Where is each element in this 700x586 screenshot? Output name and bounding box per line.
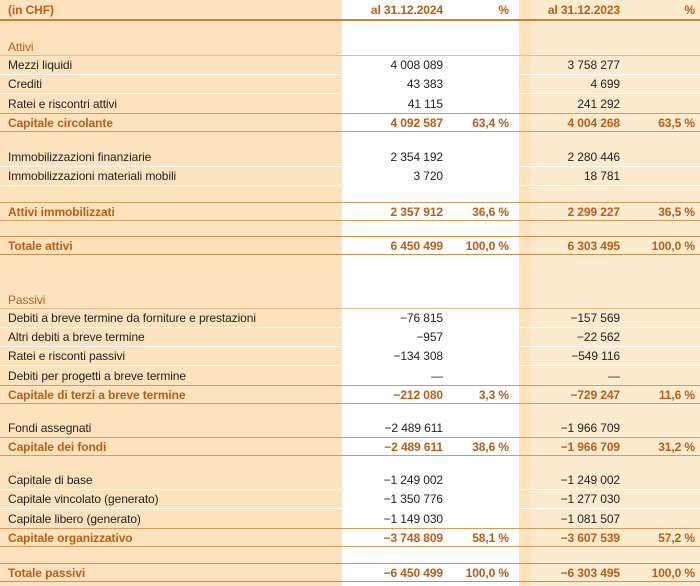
pct-2023: 100,0 %	[651, 238, 695, 253]
row-label: Capitale libero (generato)	[8, 511, 141, 526]
pct-2024: 58,1 %	[472, 530, 509, 545]
row-label: Immobilizzazioni materiali mobili	[8, 169, 177, 183]
value-2024: −134 308	[393, 349, 443, 363]
spacer	[0, 404, 700, 418]
row-label: Immobilizzazioni finanziarie	[8, 150, 152, 164]
value-2024: −1 350 776	[383, 492, 443, 506]
value-2024: 2 354 192	[390, 150, 443, 164]
pct-2023: 31,2 %	[658, 439, 695, 454]
subtotal-row-capitale-circolante	[0, 113, 700, 132]
table-row	[0, 347, 700, 366]
row-label: Totale attivi	[8, 238, 73, 253]
section-label: Attivi	[8, 39, 34, 54]
row-label: Debiti a breve termine da forniture e prestazioni	[8, 311, 256, 325]
table-row	[0, 94, 700, 113]
row-label: Ratei e riscontri attivi	[8, 96, 117, 111]
table-row	[0, 75, 700, 94]
value-2023: −1 277 030	[560, 492, 620, 506]
spacer	[0, 221, 700, 236]
spacer	[0, 186, 700, 202]
value-2024: −212 080	[393, 387, 443, 402]
value-2023: 3 758 277	[567, 58, 620, 72]
value-2024: −3 748 809	[383, 530, 443, 545]
pct-2024: 38,6 %	[472, 439, 509, 454]
subtotal-row-attivi-immobilizzati	[0, 202, 700, 221]
total-row-totale-attivi	[0, 236, 700, 255]
table-header-row	[0, 0, 700, 21]
row-label: Capitale vincolato (generato)	[8, 492, 159, 506]
row-label: Capitale di base	[8, 473, 93, 487]
value-2024: −1 249 002	[383, 473, 443, 487]
value-2023: −1 249 002	[560, 473, 620, 487]
row-label: Capitale organizzativo	[8, 530, 133, 545]
value-2024: 43 383	[406, 77, 443, 91]
header-col-2023: al 31.12.2023	[547, 3, 620, 17]
pct-2024: 100,0 %	[465, 238, 509, 253]
row-label: Fondi assegnati	[8, 420, 92, 435]
pct-2023: 63,5 %	[658, 115, 695, 130]
section-label: Passivi	[8, 292, 46, 307]
value-2023: 4 004 268	[567, 115, 620, 130]
table-row	[0, 56, 700, 75]
value-2023: 18 781	[583, 169, 620, 183]
value-2024: −2 489 611	[384, 420, 443, 435]
row-label: Mezzi liquidi	[8, 58, 73, 72]
spacer	[0, 21, 700, 38]
value-2023: −1 966 709	[560, 439, 620, 454]
value-2024: 2 357 912	[390, 204, 443, 219]
spacer	[0, 547, 700, 563]
value-2023: 2 280 446	[567, 150, 620, 164]
table-row	[0, 490, 700, 509]
pct-2023: 100,0 %	[651, 565, 695, 580]
value-2024: 4 008 089	[390, 58, 443, 72]
subtotal-row-capitale-dei-fondi	[0, 437, 700, 456]
table-row	[0, 328, 700, 347]
value-2024: 41 115	[407, 96, 443, 111]
row-label: Altri debiti a breve termine	[8, 330, 145, 344]
table-row	[0, 418, 700, 437]
value-2024: 3 720	[413, 169, 443, 183]
header-pct-2023: %	[684, 3, 695, 17]
value-2024: −6 450 499	[383, 565, 443, 580]
row-label: Ratei e risconti passivi	[8, 349, 125, 363]
total-row-totale-passivi	[0, 563, 700, 582]
spacer	[0, 255, 700, 291]
value-2024: 6 450 499	[390, 238, 443, 253]
value-2023: −157 569	[570, 311, 620, 325]
value-2023: −6 303 495	[560, 565, 620, 580]
row-label: Crediti	[8, 77, 42, 91]
pct-2024: 3,3 %	[478, 387, 509, 402]
value-2023: 4 699	[590, 77, 620, 91]
row-label: Attivi immobilizzati	[8, 204, 115, 219]
header-col-2024: al 31.12.2024	[370, 3, 443, 17]
pct-2024: 100,0 %	[465, 565, 509, 580]
value-2023: −729 247	[570, 387, 620, 402]
section-header-passivi	[0, 291, 700, 309]
header-pct-2024: %	[498, 3, 509, 17]
row-label: Capitale di terzi a breve termine	[8, 387, 186, 402]
value-2023: −22 562	[576, 330, 620, 344]
spacer	[0, 456, 700, 471]
table-row	[0, 509, 700, 528]
row-label: Totale passivi	[8, 565, 86, 580]
table-row	[0, 167, 700, 186]
subtotal-row-capitale-organizzativo	[0, 528, 700, 547]
table-row	[0, 148, 700, 167]
value-2024: −957	[416, 330, 443, 344]
value-2024: −1 149 030	[383, 511, 443, 526]
pct-2024: 36,6 %	[472, 204, 509, 219]
subtotal-row-capitale-di-terzi	[0, 385, 700, 404]
value-2023: 241 292	[577, 96, 620, 111]
value-2023: −549 116	[571, 349, 620, 363]
table-row	[0, 309, 700, 328]
value-2023: —	[608, 368, 620, 383]
pct-2023: 11,6 %	[658, 387, 695, 402]
row-label: Capitale circolante	[8, 115, 113, 130]
value-2024: —	[431, 368, 443, 383]
pct-2023: 57,2 %	[658, 530, 695, 545]
row-label: Capitale dei fondi	[8, 439, 107, 454]
value-2024: −2 489 611	[384, 439, 443, 454]
value-2024: −76 815	[399, 311, 443, 325]
pct-2024: 63,4 %	[472, 115, 509, 130]
value-2023: −1 081 507	[560, 511, 620, 526]
pct-2023: 36,5 %	[658, 204, 695, 219]
header-currency-label: (in CHF)	[8, 3, 54, 17]
spacer	[0, 132, 700, 148]
value-2023: −3 607 539	[560, 530, 620, 545]
value-2023: 6 303 495	[567, 238, 620, 253]
value-2023: 2 299 227	[567, 204, 620, 219]
table-row	[0, 471, 700, 490]
section-header-attivi	[0, 38, 700, 56]
value-2023: −1 966 709	[560, 420, 620, 435]
value-2024: 4 092 587	[390, 115, 443, 130]
table-row	[0, 366, 700, 385]
row-label: Debiti per progetti a breve termine	[8, 368, 186, 383]
